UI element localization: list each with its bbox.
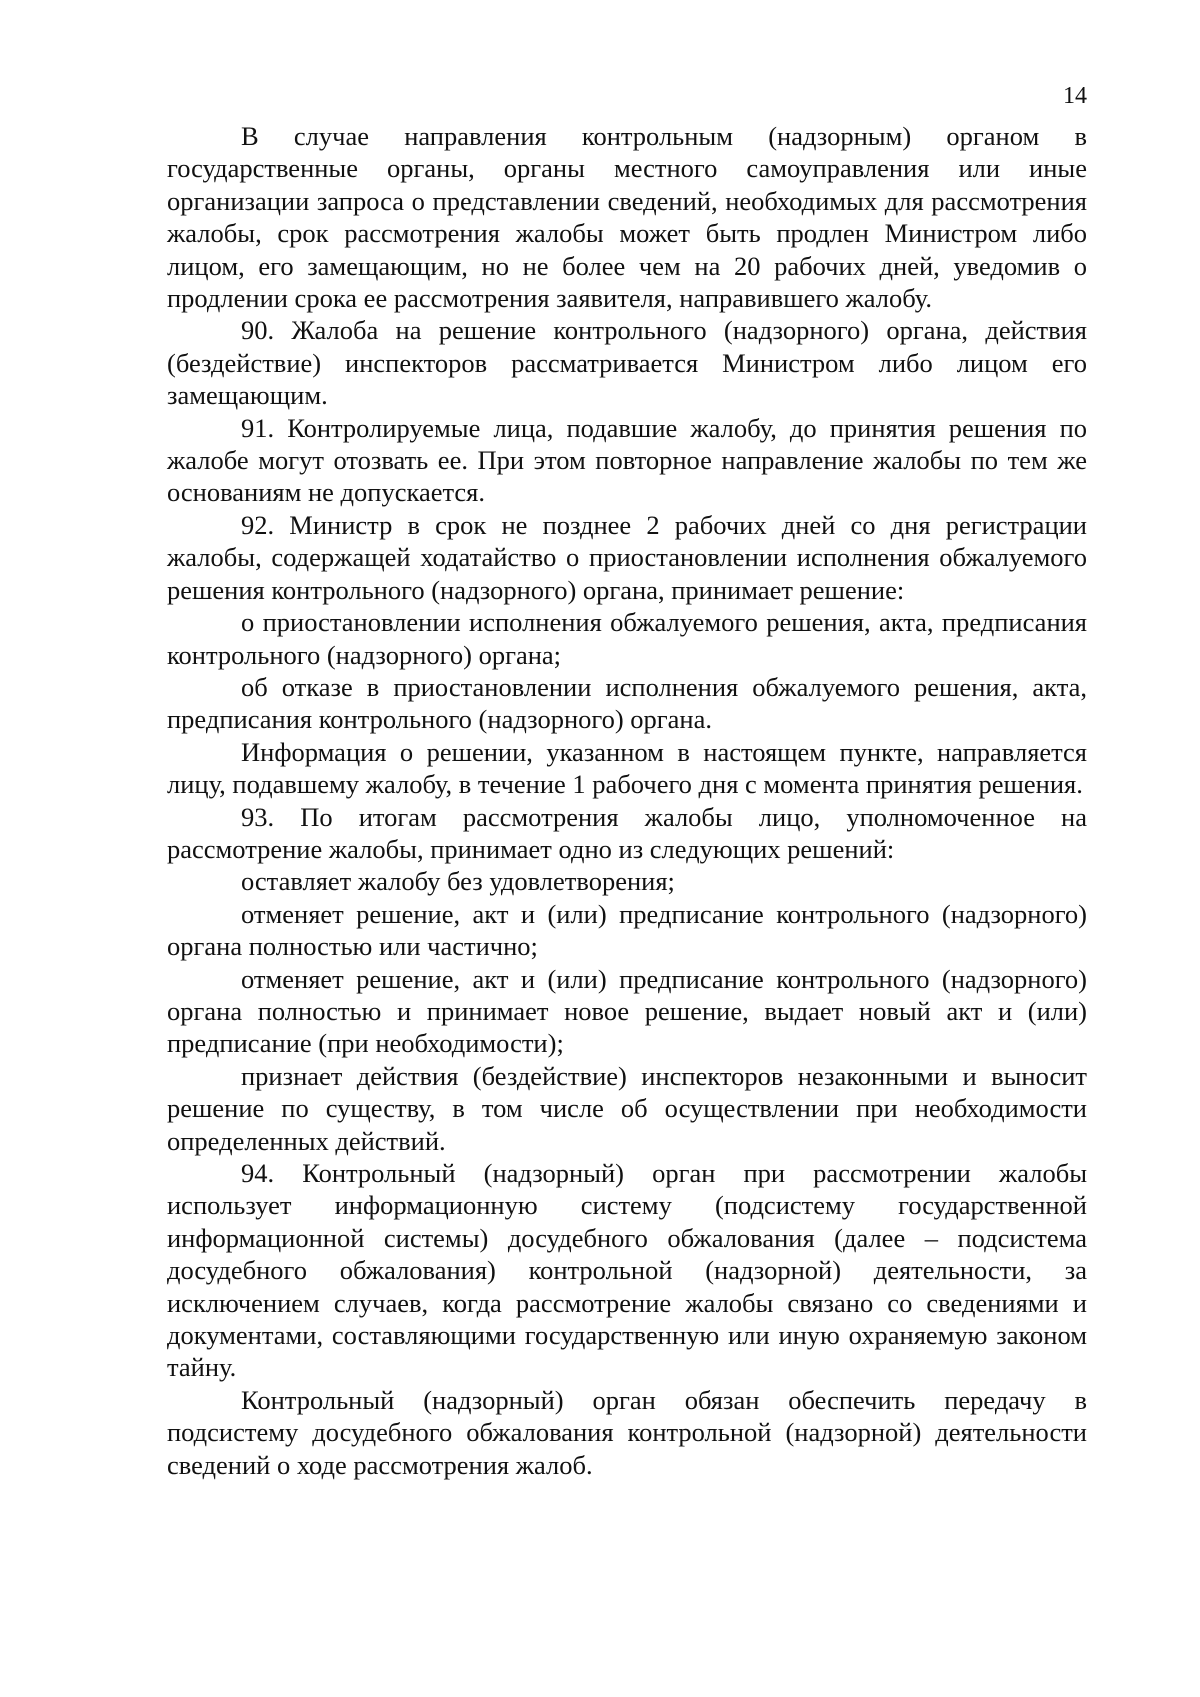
paragraph: Контрольный (надзорный) орган обязан обеспечить передачу в подсистему досудебного обжалования контрольной (надзорной) деятельности сведений о ходе рассмотрения жалоб. bbox=[167, 1384, 1087, 1480]
paragraph: 93. По итогам рассмотрения жалобы лицо, уполномоченное на рассмотрение жалобы, принимает одно из следующих решений: bbox=[167, 801, 1087, 864]
paragraph: о приостановлении исполнения обжалуемого решения, акта, предписания контрольного (надзорного) органа; bbox=[167, 607, 1087, 670]
paragraph: 90. Жалоба на решение контрольного (надзорного) органа, действия (бездействие) инспекторов рассматривается Министром либо лицом его замещающим. bbox=[167, 315, 1087, 411]
paragraph: отменяет решение, акт и (или) предписание контрольного (надзорного) органа полностью и принимает новое решение, выдает новый акт и (или) предписание (при необходимости); bbox=[167, 963, 1087, 1059]
paragraph: 92. Министр в срок не позднее 2 рабочих дней со дня регистрации жалобы, содержащей ходатайство о приостановлении исполнения обжалуемого решения контрольного (надзорного) органа, принимает решение: bbox=[167, 509, 1087, 605]
paragraph: Информация о решении, указанном в настоящем пункте, направляется лицу, подавшему жалобу, в течение 1 рабочего дня с момента принятия решения. bbox=[167, 736, 1087, 800]
paragraph: отменяет решение, акт и (или) предписание контрольного (надзорного) органа полностью или частично; bbox=[167, 898, 1087, 962]
page-number: 14 bbox=[1063, 83, 1087, 109]
paragraph: В случае направления контрольным (надзорным) органом в государственные органы, органы местного самоуправления или иные организации запроса о представлении сведений, необходимых для рассмотрения жалобы, срок рассмотрения жалобы может быть продлен Министром либо лицом, его замещающим, но не более чем на 20 рабочих дней, уведомив о продлении срока ее рассмотрения заявителя, направившего жалобу. bbox=[167, 121, 1087, 314]
paragraph: 94. Контрольный (надзорный) орган при рассмотрении жалобы использует информационную систему (подсистему государственной информационной системы) досудебного обжалования (далее – подсистема досудебного обжалования) контрольной (надзорной) деятельности, за исключением случаев, когда рассмотрение жалобы связано со сведениями и документами, составляющими государственную или иную охраняемую законом тайну. bbox=[167, 1158, 1087, 1383]
paragraph: оставляет жалобу без удовлетворения; bbox=[241, 866, 675, 897]
document-body bbox=[167, 120, 1087, 1481]
paragraph: признает действия (бездействие) инспекторов незаконными и выносит решение по существу, в том числе об осуществлении при необходимости определенных действий. bbox=[167, 1060, 1087, 1156]
paragraph: 91. Контролируемые лица, подавшие жалобу, до принятия решения по жалобе могут отозвать ее. При этом повторное направление жалобы по тем же основаниям не допускается. bbox=[167, 412, 1087, 508]
paragraph: об отказе в приостановлении исполнения обжалуемого решения, акта, предписания контрольного (надзорного) органа. bbox=[167, 671, 1087, 735]
